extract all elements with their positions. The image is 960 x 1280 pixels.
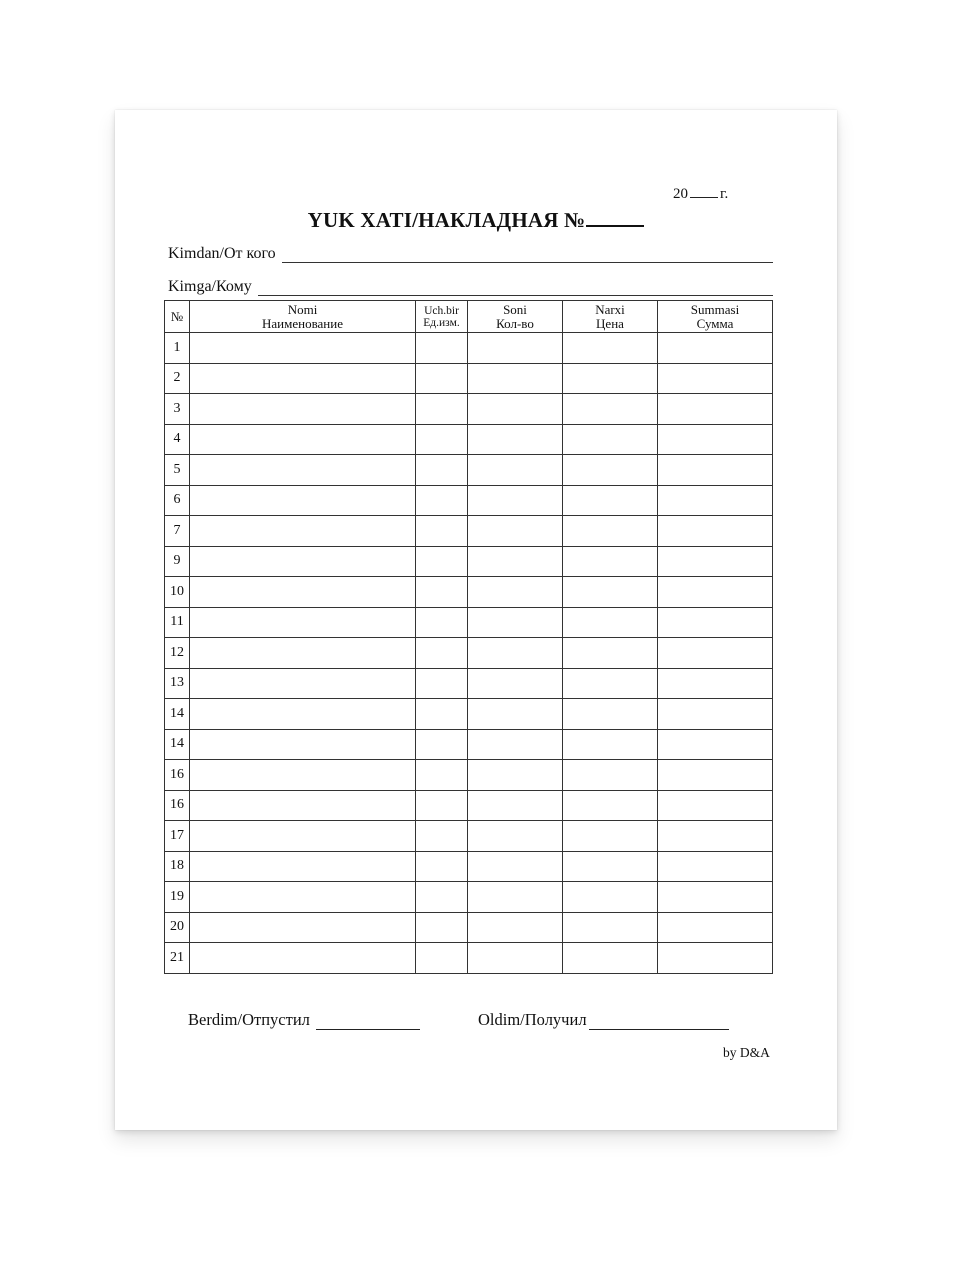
table-cell [190, 790, 416, 821]
table-cell [658, 516, 773, 547]
table-cell [416, 394, 468, 425]
table-cell [468, 943, 563, 974]
table-cell [468, 546, 563, 577]
table-cell [563, 851, 658, 882]
to-label: Kimga/Кому [168, 278, 252, 295]
table-cell [563, 577, 658, 608]
table-cell [190, 607, 416, 638]
table-cell [658, 699, 773, 730]
table-cell [563, 760, 658, 791]
table-cell [468, 424, 563, 455]
table-cell [563, 790, 658, 821]
table-cell [563, 363, 658, 394]
table-cell [563, 699, 658, 730]
to-field [168, 278, 773, 296]
table-row [165, 577, 773, 608]
table-row [165, 912, 773, 943]
table-cell [190, 455, 416, 486]
table-cell [563, 424, 658, 455]
table-cell [416, 607, 468, 638]
column-header-price: Narxi Цена [563, 301, 658, 333]
received-signature-field [478, 1010, 729, 1030]
table-cell [468, 912, 563, 943]
table-cell [563, 546, 658, 577]
table-cell [190, 363, 416, 394]
table-cell [658, 790, 773, 821]
table-row [165, 668, 773, 699]
table-row [165, 455, 773, 486]
table-cell [190, 485, 416, 516]
date-blank [690, 185, 718, 198]
table-row [165, 638, 773, 669]
table-cell [416, 638, 468, 669]
table-cell [416, 424, 468, 455]
table-cell [416, 882, 468, 913]
received-label: Oldim/Получил [478, 1010, 587, 1029]
table-cell [658, 912, 773, 943]
table-cell [563, 394, 658, 425]
row-number: 1 [165, 333, 190, 364]
table-cell [416, 516, 468, 547]
table-cell [468, 394, 563, 425]
table-cell [190, 638, 416, 669]
document-title [115, 208, 837, 233]
table-cell [658, 333, 773, 364]
table-cell [468, 607, 563, 638]
row-number: 16 [165, 790, 190, 821]
table-cell [190, 943, 416, 974]
table-cell [658, 760, 773, 791]
table-cell [416, 546, 468, 577]
issued-signature-line [316, 1015, 420, 1030]
date-field [673, 185, 728, 203]
table-row [165, 607, 773, 638]
table-cell [563, 729, 658, 760]
table-cell [658, 607, 773, 638]
table-cell [468, 760, 563, 791]
table-cell [468, 851, 563, 882]
table-header-row [165, 301, 773, 333]
table-cell [468, 577, 563, 608]
row-number: 17 [165, 821, 190, 852]
column-header-quantity: Soni Кол-во [468, 301, 563, 333]
table-cell [658, 577, 773, 608]
row-number: 4 [165, 424, 190, 455]
row-number: 3 [165, 394, 190, 425]
row-number: 6 [165, 485, 190, 516]
table-row [165, 821, 773, 852]
table-cell [658, 638, 773, 669]
table-row [165, 760, 773, 791]
document-number-blank [586, 209, 644, 227]
table-cell [190, 699, 416, 730]
from-label: Kimdan/От кого [168, 245, 276, 262]
row-number: 14 [165, 729, 190, 760]
table-cell [416, 668, 468, 699]
row-number: 9 [165, 546, 190, 577]
table-cell [468, 333, 563, 364]
table-cell [468, 729, 563, 760]
table-cell [658, 363, 773, 394]
table-cell [658, 668, 773, 699]
table-cell [190, 424, 416, 455]
table-cell [190, 516, 416, 547]
table-cell [190, 668, 416, 699]
column-header-sum: Summasi Сумма [658, 301, 773, 333]
table-cell [468, 668, 563, 699]
table-cell [563, 333, 658, 364]
table-row [165, 790, 773, 821]
table-cell [416, 699, 468, 730]
table-cell [658, 943, 773, 974]
row-number: 11 [165, 607, 190, 638]
table-cell [190, 577, 416, 608]
table-cell [658, 851, 773, 882]
from-line [282, 248, 773, 263]
issued-signature-field [188, 1010, 420, 1030]
table-cell [190, 851, 416, 882]
table-cell [190, 912, 416, 943]
date-suffix: г. [720, 186, 729, 202]
table-row [165, 882, 773, 913]
table-cell [416, 943, 468, 974]
row-number: 20 [165, 912, 190, 943]
table-cell [416, 912, 468, 943]
table-cell [190, 546, 416, 577]
table-cell [563, 668, 658, 699]
table-cell [190, 821, 416, 852]
waybill-sheet [115, 110, 837, 1130]
table-row [165, 546, 773, 577]
table-cell [416, 729, 468, 760]
table-cell [468, 455, 563, 486]
table-cell [190, 760, 416, 791]
table-cell [658, 394, 773, 425]
table-cell [468, 363, 563, 394]
row-number: 2 [165, 363, 190, 394]
table-cell [468, 699, 563, 730]
table-row [165, 363, 773, 394]
table-cell [658, 821, 773, 852]
table-cell [416, 821, 468, 852]
to-line [258, 281, 773, 296]
row-number: 14 [165, 699, 190, 730]
table-cell [658, 546, 773, 577]
column-header-name: Nomi Наименование [190, 301, 416, 333]
table-cell [416, 333, 468, 364]
table-cell [468, 485, 563, 516]
table-cell [190, 333, 416, 364]
table-cell [468, 821, 563, 852]
table-cell [658, 424, 773, 455]
table-row [165, 485, 773, 516]
table-row [165, 729, 773, 760]
table-cell [563, 485, 658, 516]
table-cell [416, 455, 468, 486]
table-cell [416, 790, 468, 821]
table-cell [468, 882, 563, 913]
table-row [165, 424, 773, 455]
table-row [165, 394, 773, 425]
table-cell [190, 729, 416, 760]
column-header-unit: Uch.bir Ед.изм. [416, 301, 468, 333]
table-cell [468, 638, 563, 669]
row-number: 12 [165, 638, 190, 669]
table-cell [563, 516, 658, 547]
table-cell [416, 363, 468, 394]
items-table [164, 300, 773, 974]
table-cell [190, 394, 416, 425]
row-number: 21 [165, 943, 190, 974]
table-row [165, 516, 773, 547]
row-number: 10 [165, 577, 190, 608]
row-number: 19 [165, 882, 190, 913]
table-row [165, 851, 773, 882]
table-cell [658, 455, 773, 486]
table-cell [468, 790, 563, 821]
table-cell [563, 607, 658, 638]
table-cell [563, 912, 658, 943]
table-cell [563, 943, 658, 974]
document-title-text: YUK XATI/НАКЛАДНАЯ № [307, 208, 586, 232]
table-row [165, 333, 773, 364]
row-number: 7 [165, 516, 190, 547]
row-number: 5 [165, 455, 190, 486]
table-row [165, 699, 773, 730]
table-cell [416, 577, 468, 608]
column-header-number: № [165, 301, 190, 333]
row-number: 16 [165, 760, 190, 791]
table-cell [563, 882, 658, 913]
from-field [168, 245, 773, 263]
byline: by D&A [723, 1045, 770, 1060]
table-cell [658, 485, 773, 516]
table-cell [563, 455, 658, 486]
table-row [165, 943, 773, 974]
table-cell [468, 516, 563, 547]
table-cell [416, 851, 468, 882]
table-cell [658, 729, 773, 760]
table-cell [563, 821, 658, 852]
table-cell [658, 882, 773, 913]
row-number: 13 [165, 668, 190, 699]
row-number: 18 [165, 851, 190, 882]
table-cell [416, 760, 468, 791]
received-signature-line [589, 1015, 729, 1030]
table-cell [416, 485, 468, 516]
date-prefix: 20 [673, 186, 688, 202]
table-cell [190, 882, 416, 913]
issued-label: Berdim/Отпустил [188, 1010, 310, 1029]
table-cell [563, 638, 658, 669]
